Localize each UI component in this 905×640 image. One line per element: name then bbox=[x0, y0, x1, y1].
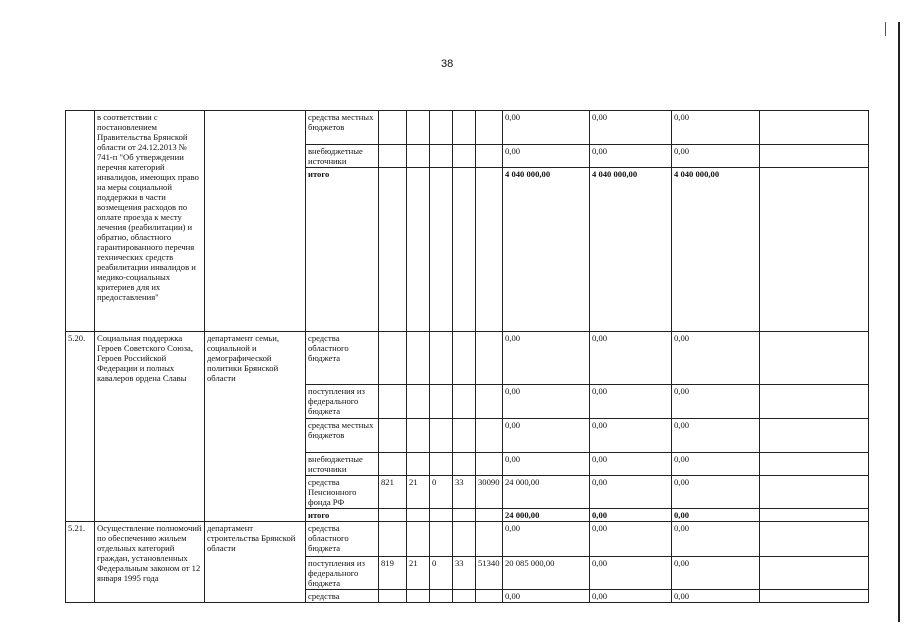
empty-cell bbox=[760, 509, 869, 522]
total-label-cell: итого bbox=[306, 509, 379, 522]
page-number: 38 bbox=[441, 58, 454, 70]
funding-source-cell: внебюджетные источники bbox=[306, 453, 379, 476]
code-cell bbox=[453, 453, 476, 476]
code-cell bbox=[407, 522, 430, 557]
amount-cell: 0,00 bbox=[672, 522, 760, 557]
code-cell bbox=[476, 522, 503, 557]
amount-cell: 0,00 bbox=[590, 522, 672, 557]
funding-source-cell: средства местных бюджетов bbox=[306, 111, 379, 145]
code-cell bbox=[379, 522, 407, 557]
measure-name-cell: Осуществление полномочий по обеспечению жильем отдельных категорий граждан, установленных Федеральным законом от 12 января 1995 года bbox=[95, 522, 205, 603]
row-number-cell bbox=[66, 111, 95, 332]
code-cell bbox=[430, 168, 453, 332]
code-cell: 0 bbox=[430, 476, 453, 509]
code-cell bbox=[430, 385, 453, 419]
page-edge-line bbox=[898, 22, 900, 622]
code-cell bbox=[379, 332, 407, 385]
total-amount-cell: 0,00 bbox=[590, 509, 672, 522]
total-amount-cell: 24 000,00 bbox=[503, 509, 590, 522]
row-number-cell: 5.20. bbox=[66, 332, 95, 522]
total-amount-cell: 4 040 000,00 bbox=[672, 168, 760, 332]
empty-cell bbox=[760, 332, 869, 385]
amount-cell: 0,00 bbox=[672, 145, 760, 168]
amount-cell: 0,00 bbox=[672, 453, 760, 476]
table-row bbox=[66, 522, 869, 557]
code-cell bbox=[430, 590, 453, 603]
amount-cell: 0,00 bbox=[503, 453, 590, 476]
empty-cell bbox=[760, 590, 869, 603]
code-cell bbox=[407, 453, 430, 476]
row-number-cell: 5.21. bbox=[66, 522, 95, 603]
amount-cell: 0,00 bbox=[503, 145, 590, 168]
code-cell bbox=[407, 332, 430, 385]
code-cell bbox=[379, 590, 407, 603]
code-cell bbox=[407, 509, 430, 522]
code-cell bbox=[430, 111, 453, 145]
empty-cell bbox=[760, 419, 869, 453]
code-cell bbox=[453, 590, 476, 603]
empty-cell bbox=[760, 145, 869, 168]
total-amount-cell: 0,00 bbox=[672, 509, 760, 522]
code-cell: 30090 bbox=[476, 476, 503, 509]
amount-cell: 0,00 bbox=[503, 111, 590, 145]
code-cell: 821 bbox=[379, 476, 407, 509]
code-cell bbox=[407, 385, 430, 419]
code-cell bbox=[379, 419, 407, 453]
code-cell bbox=[476, 419, 503, 453]
total-amount-cell: 4 040 000,00 bbox=[503, 168, 590, 332]
measure-name-cell: Социальная поддержка Героев Советского Союза, Героев Российской Федерации и полных кавалеров ордена Славы bbox=[95, 332, 205, 522]
code-cell bbox=[379, 509, 407, 522]
code-cell bbox=[379, 385, 407, 419]
amount-cell: 0,00 bbox=[503, 332, 590, 385]
amount-cell: 0,00 bbox=[590, 332, 672, 385]
code-cell bbox=[453, 111, 476, 145]
empty-cell bbox=[760, 168, 869, 332]
funding-source-cell: внебюджетные источники bbox=[306, 145, 379, 168]
table-row bbox=[66, 111, 869, 145]
amount-cell: 0,00 bbox=[672, 419, 760, 453]
funding-source-cell: средства Пенсионного фонда РФ bbox=[306, 476, 379, 509]
code-cell: 33 bbox=[453, 557, 476, 590]
amount-cell: 24 000,00 bbox=[503, 476, 590, 509]
amount-cell: 0,00 bbox=[672, 332, 760, 385]
empty-cell bbox=[760, 385, 869, 419]
code-cell bbox=[476, 332, 503, 385]
code-cell bbox=[379, 168, 407, 332]
amount-cell: 0,00 bbox=[590, 476, 672, 509]
amount-cell: 0,00 bbox=[672, 476, 760, 509]
amount-cell: 0,00 bbox=[590, 419, 672, 453]
code-cell bbox=[453, 168, 476, 332]
code-cell: 21 bbox=[407, 557, 430, 590]
total-label-cell: итого bbox=[306, 168, 379, 332]
funding-source-cell: средства bbox=[306, 590, 379, 603]
code-cell bbox=[430, 332, 453, 385]
page-edge-tick bbox=[885, 22, 886, 36]
amount-cell: 0,00 bbox=[503, 419, 590, 453]
code-cell: 51340 bbox=[476, 557, 503, 590]
amount-cell: 0,00 bbox=[503, 522, 590, 557]
funding-source-cell: средства областного бюджета bbox=[306, 522, 379, 557]
amount-cell: 20 085 000,00 bbox=[503, 557, 590, 590]
amount-cell: 0,00 bbox=[590, 557, 672, 590]
code-cell bbox=[430, 145, 453, 168]
funding-source-cell: средства областного бюджета bbox=[306, 332, 379, 385]
funding-source-cell: средства местных бюджетов bbox=[306, 419, 379, 453]
code-cell bbox=[453, 509, 476, 522]
code-cell bbox=[476, 385, 503, 419]
code-cell bbox=[379, 145, 407, 168]
code-cell bbox=[430, 419, 453, 453]
code-cell bbox=[453, 385, 476, 419]
empty-cell bbox=[760, 111, 869, 145]
code-cell bbox=[453, 332, 476, 385]
measure-name-cell: в соответствии с постановлением Правительства Брянской области от 24.12.2013 № 741-п "Об утверждении перечня категорий инвалидов, имеющих право на меры социальной поддержки в части возмещения расходов по оплате проезда к месту лечения (реабилитации) и обратно, областного гарантированного перечня технических средств реабилитации инвалидов и медико-социальных критериев для их предоставления" bbox=[95, 111, 205, 332]
code-cell bbox=[453, 522, 476, 557]
code-cell bbox=[476, 590, 503, 603]
code-cell bbox=[407, 111, 430, 145]
code-cell bbox=[476, 168, 503, 332]
amount-cell: 0,00 bbox=[672, 590, 760, 603]
code-cell: 33 bbox=[453, 476, 476, 509]
empty-cell bbox=[760, 453, 869, 476]
amount-cell: 0,00 bbox=[590, 590, 672, 603]
executor-cell: департамент строительства Брянской области bbox=[205, 522, 306, 603]
code-cell bbox=[453, 419, 476, 453]
total-amount-cell: 4 040 000,00 bbox=[590, 168, 672, 332]
code-cell bbox=[476, 111, 503, 145]
code-cell bbox=[453, 145, 476, 168]
code-cell bbox=[430, 453, 453, 476]
code-cell bbox=[476, 453, 503, 476]
funding-source-cell: поступления из федерального бюджета bbox=[306, 557, 379, 590]
amount-cell: 0,00 bbox=[590, 111, 672, 145]
amount-cell: 0,00 bbox=[503, 590, 590, 603]
code-cell bbox=[430, 509, 453, 522]
amount-cell: 0,00 bbox=[590, 453, 672, 476]
code-cell bbox=[407, 168, 430, 332]
funding-source-cell: поступления из федерального бюджета bbox=[306, 385, 379, 419]
code-cell bbox=[430, 522, 453, 557]
amount-cell: 0,00 bbox=[503, 385, 590, 419]
code-cell bbox=[407, 590, 430, 603]
code-cell: 21 bbox=[407, 476, 430, 509]
amount-cell: 0,00 bbox=[590, 145, 672, 168]
code-cell: 819 bbox=[379, 557, 407, 590]
code-cell: 0 bbox=[430, 557, 453, 590]
code-cell bbox=[476, 145, 503, 168]
code-cell bbox=[407, 419, 430, 453]
executor-cell: департамент семьи, социальной и демографической политики Брянской области bbox=[205, 332, 306, 522]
empty-cell bbox=[760, 476, 869, 509]
executor-cell bbox=[205, 111, 306, 332]
amount-cell: 0,00 bbox=[672, 557, 760, 590]
code-cell bbox=[379, 111, 407, 145]
amount-cell: 0,00 bbox=[590, 385, 672, 419]
empty-cell bbox=[760, 557, 869, 590]
empty-cell bbox=[760, 522, 869, 557]
code-cell bbox=[476, 509, 503, 522]
budget-table bbox=[65, 110, 869, 603]
amount-cell: 0,00 bbox=[672, 111, 760, 145]
code-cell bbox=[407, 145, 430, 168]
table-row bbox=[66, 332, 869, 385]
code-cell bbox=[379, 453, 407, 476]
amount-cell: 0,00 bbox=[672, 385, 760, 419]
